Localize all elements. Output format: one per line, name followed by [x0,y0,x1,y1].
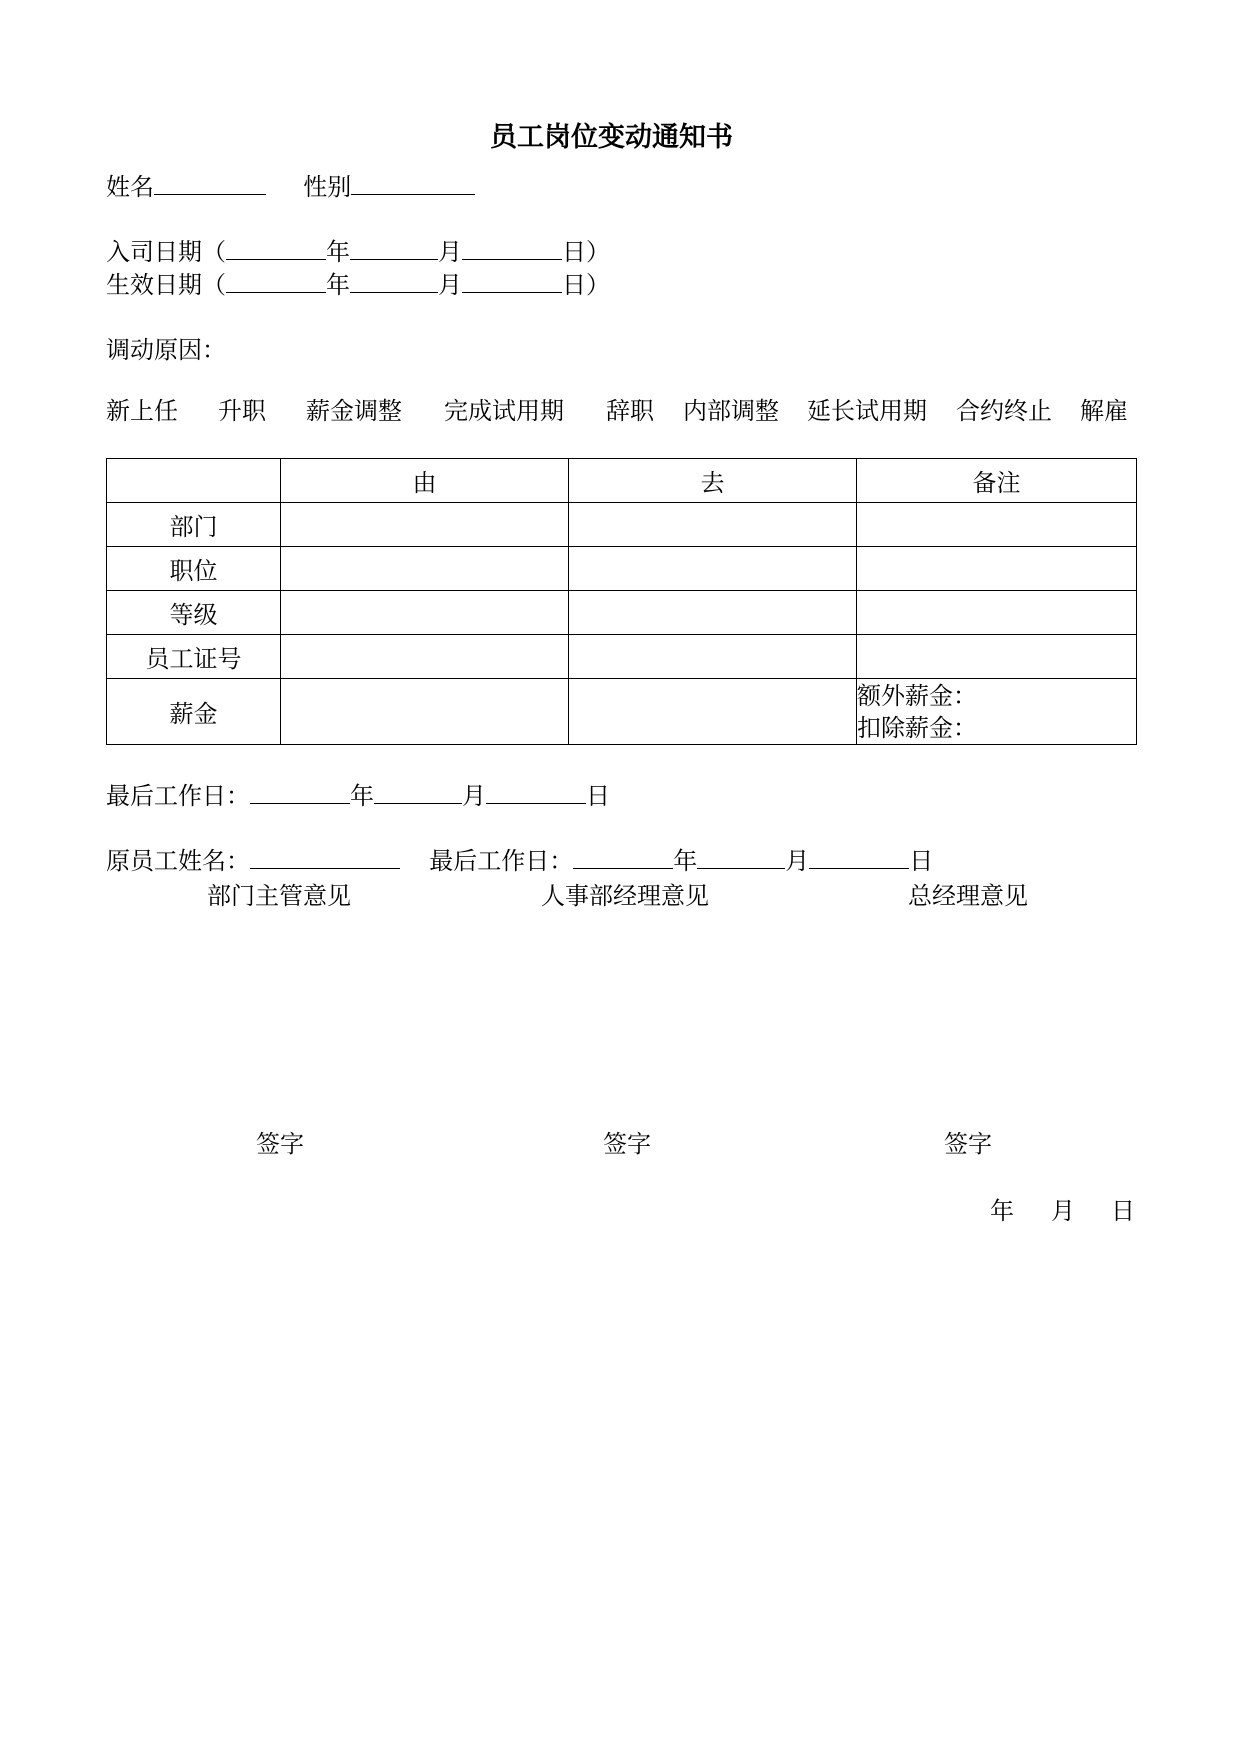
hr-manager-signature: 签字 [603,1130,651,1158]
month-label: 月 [462,782,486,810]
former-employee-name-label: 原员工姓名： [106,847,250,875]
last-work-day-label: 最后工作日： [429,847,574,875]
effective-day-field[interactable] [462,270,562,293]
reason-option[interactable]: 延长试用期 [807,397,927,425]
table-row [107,547,1137,591]
table-row [107,591,1137,635]
year-label: 年 [673,847,698,875]
final-date-year: 年 [990,1197,1014,1225]
gender-label: 性别 [303,173,352,201]
former-employee-row [106,846,933,876]
table-row [107,635,1137,679]
entry-month-field[interactable] [350,237,438,260]
department-from-cell[interactable] [281,503,569,547]
last-work-day-row [106,781,610,811]
former-year-field[interactable] [573,846,673,869]
general-manager-signature: 签字 [944,1130,992,1158]
row-label-employee-id: 员工证号 [107,635,281,679]
reason-label: 调动原因： [106,336,226,364]
department-to-cell[interactable] [569,503,857,547]
name-gender-row [106,172,475,202]
page-title: 员工岗位变动通知书 [490,122,733,153]
reason-option[interactable]: 新上任 [106,397,178,425]
table-header-remarks: 备注 [857,459,1137,503]
effective-month-field[interactable] [350,270,438,293]
grade-from-cell[interactable] [281,591,569,635]
reason-option[interactable]: 合约终止 [956,397,1052,425]
position-to-cell[interactable] [569,547,857,591]
table-header-to: 去 [569,459,857,503]
table-header-blank [107,459,281,503]
deduct-salary-label: 扣除薪金： [857,713,977,742]
effective-date-row [106,270,610,300]
table-header-from: 由 [281,459,569,503]
employee-id-to-cell[interactable] [569,635,857,679]
day-label: 日 [586,782,610,810]
year-label: 年 [326,238,350,266]
row-label-grade: 等级 [107,591,281,635]
entry-date-row [106,237,610,267]
table-row [107,679,1137,745]
former-day-field[interactable] [809,846,909,869]
table-header-row [107,459,1137,503]
position-remarks-cell[interactable] [857,547,1137,591]
last-year-field[interactable] [250,781,350,804]
day-close-label: 日） [562,271,610,299]
entry-day-field[interactable] [462,237,562,260]
last-day-field[interactable] [486,781,586,804]
position-from-cell[interactable] [281,547,569,591]
grade-remarks-cell[interactable] [857,591,1137,635]
last-work-day-label: 最后工作日： [106,782,250,810]
department-remarks-cell[interactable] [857,503,1137,547]
hr-manager-opinion: 人事部经理意见 [541,882,709,910]
reason-option[interactable]: 升职 [218,397,266,425]
employee-id-from-cell[interactable] [281,635,569,679]
year-label: 年 [350,782,374,810]
grade-to-cell[interactable] [569,591,857,635]
reason-option[interactable]: 完成试用期 [444,397,564,425]
general-manager-opinion: 总经理意见 [908,882,1028,910]
former-month-field[interactable] [697,846,785,869]
row-label-position: 职位 [107,547,281,591]
dept-manager-signature: 签字 [256,1130,304,1158]
month-label: 月 [785,847,810,875]
table-row [107,503,1137,547]
row-label-department: 部门 [107,503,281,547]
entry-year-field[interactable] [226,237,326,260]
entry-date-label: 入司日期（ [106,238,226,266]
reason-option[interactable]: 内部调整 [683,397,779,425]
name-label: 姓名 [106,173,154,201]
year-label: 年 [326,271,350,299]
salary-from-cell[interactable] [281,679,569,745]
effective-date-label: 生效日期（ [106,271,226,299]
name-field[interactable] [154,172,266,195]
salary-remarks-cell[interactable] [857,679,1137,745]
reason-option[interactable]: 解雇 [1080,397,1128,425]
month-label: 月 [438,271,462,299]
dept-manager-opinion: 部门主管意见 [207,882,351,910]
reason-option[interactable]: 辞职 [606,397,654,425]
day-label: 日 [909,847,934,875]
effective-year-field[interactable] [226,270,326,293]
day-close-label: 日） [562,238,610,266]
last-month-field[interactable] [374,781,462,804]
gender-field[interactable] [351,172,475,195]
extra-salary-label: 额外薪金： [857,681,977,710]
salary-to-cell[interactable] [569,679,857,745]
row-label-salary: 薪金 [107,679,281,745]
final-date-day: 日 [1111,1197,1135,1225]
employee-id-remarks-cell[interactable] [857,635,1137,679]
month-label: 月 [438,238,462,266]
final-date-month: 月 [1051,1197,1075,1225]
transfer-table [106,458,1137,745]
former-employee-name-field[interactable] [250,846,400,869]
reason-option[interactable]: 薪金调整 [306,397,402,425]
